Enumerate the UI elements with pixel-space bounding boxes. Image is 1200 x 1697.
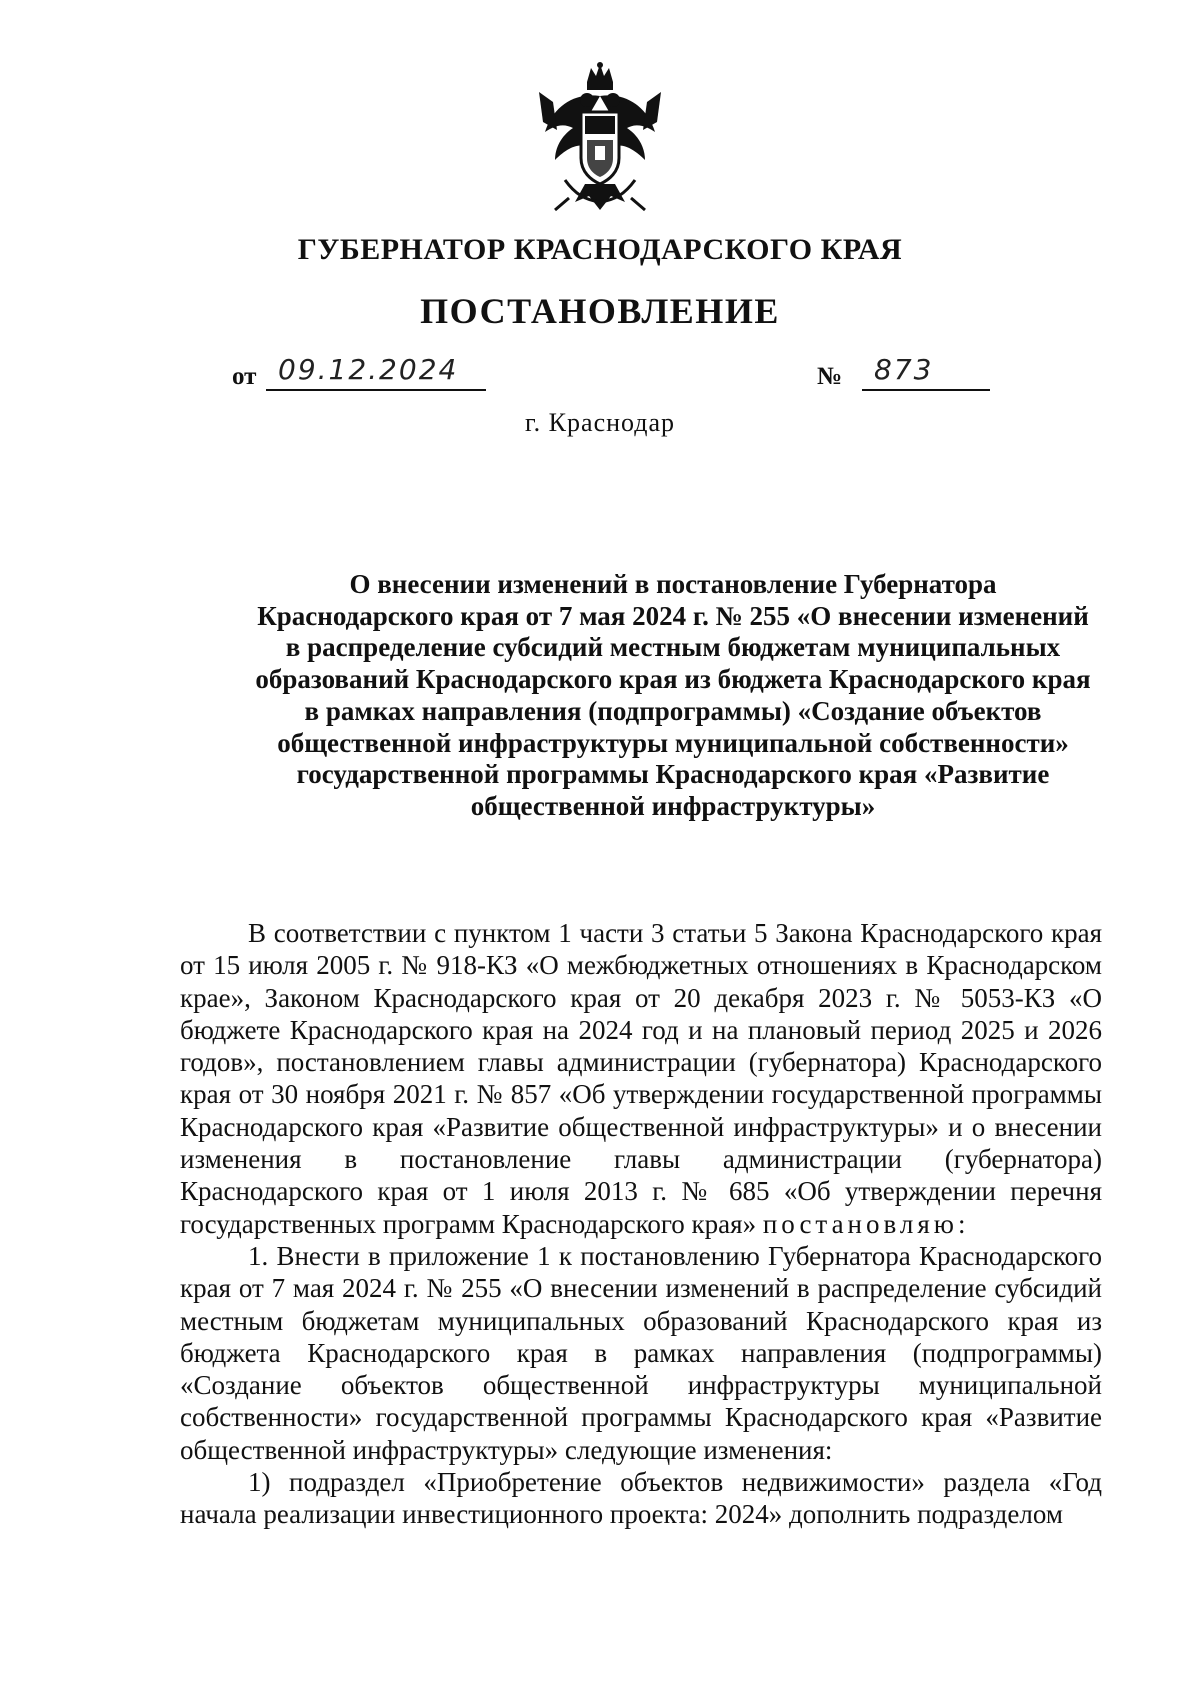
date-value: 09.12.2024 (278, 353, 459, 386)
item-1-paragraph: 1. Внести в приложение 1 к постановлению Губернатора Краснодарского края от 7 мая 2024 г. № 255 «О внесении изменений в распределение субсидий местным бюджетам муниципальных образований Краснодарского края из бюджета Краснодарского края в рамках направления (подпрограммы) «Создание объектов общественной инфраструктуры муниципальной собственности» государственной программы Краснодарского края «Развитие общественной инфраструктуры» следующие изменения: (180, 1240, 1102, 1465)
authority-name: ГУБЕРНАТОР КРАСНОДАРСКОГО КРАЯ (297, 233, 903, 266)
item-1-1-paragraph: 1) подраздел «Приобретение объектов недвижимости» раздела «Год начала реализации инвестиционного проекта: 2024» дополнить подразделом (180, 1467, 1102, 1530)
document-type: ПОСТАНОВЛЕНИЕ (420, 291, 780, 331)
document-title: О внесении изменений в постановление Губернатора Краснодарского края от 7 мая 2024 г. № 255 «О внесении изменений в распределение субсидий местным бюджетам муниципальных образований Краснодарского края из бюджета Краснодарского края в рамках направления (подпрограммы) «Создание объектов общественной инфраструктуры муниципальной собственности» государственной программы Краснодарского края «Развитие общественной инфраструктуры» (255, 569, 1091, 821)
city-name: г. Краснодар (524, 408, 676, 437)
preamble-paragraph (180, 917, 1102, 1240)
coat-of-arms-icon (535, 62, 665, 214)
date-label: от (232, 363, 257, 390)
number-field (862, 355, 990, 391)
number-label: № (817, 363, 843, 390)
number-value: 873 (874, 353, 934, 386)
date-number-row (232, 355, 992, 395)
date-field (266, 355, 486, 391)
document-body (180, 917, 1102, 1531)
preamble-text: В соответствии с пунктом 1 части 3 статьи 5 Закона Краснодарского края от 15 июля 2005 г. № 918-КЗ «О межбюджетных отношениях в Краснодарском крае», Законом Краснодарского края от 20 декабря 2023 г. № 5053-КЗ «О бюджете Краснодарского края на 2024 год и на плановый период 2025 и 2026 годов», постановлением главы администрации (губернатора) Краснодарского края от 30 ноября 2021 г. № 857 «Об утверждении государственной программы Краснодарского края «Развитие общественной инфраструктуры» и о внесении изменения в постановление главы администрации (губернатора) Краснодарского края от 1 июля 2013 г. № 685 «Об утверждении перечня государственных программ Краснодарского края» (180, 918, 1102, 1239)
decree-word: постановляю: (762, 1208, 970, 1239)
